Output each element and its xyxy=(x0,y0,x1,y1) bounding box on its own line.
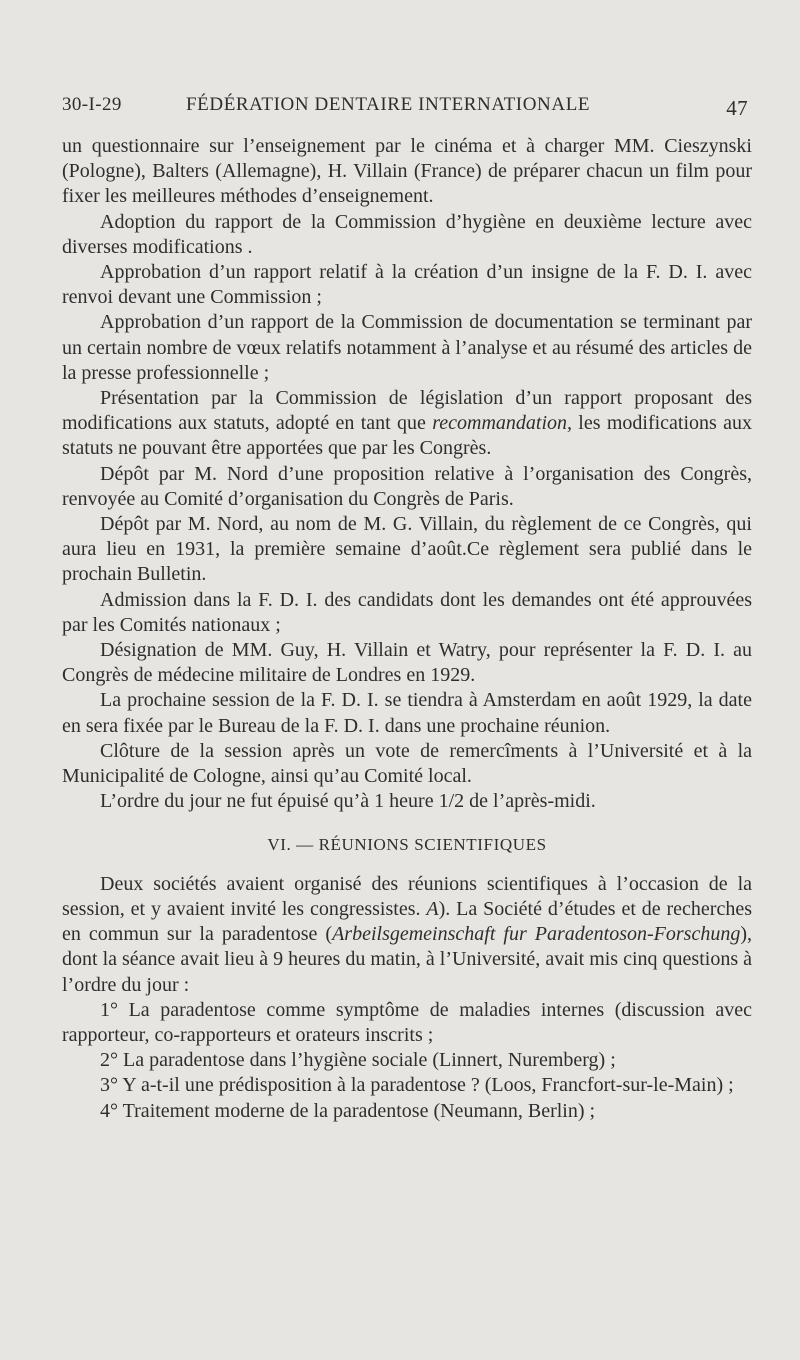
question-item: 2° La paradentose dans l’hygiène sociale (Linnert, Nuremberg) ; xyxy=(100,1049,616,1072)
italic-term: recommandation, xyxy=(432,412,572,435)
paragraph: Approbation d’un rapport relatif à la création d’un insigne de la F. D. I. avec renvoi devant une Commission ; xyxy=(62,261,752,309)
paragraph-text: ), dont la séance avait lieu à 9 heures du matin, à l’Université, avait mis cinq questions à l’ordre du jour : xyxy=(62,923,752,996)
question-item: 3° Y a-t-il une prédisposition à la paradentose ? (Loos, Francfort-sur-le-Main) ; xyxy=(100,1074,734,1097)
paragraph: L’ordre du jour ne fut épuisé qu’à 1 heure 1/2 de l’après-midi. xyxy=(100,790,596,813)
paragraph: Dépôt par M. Nord, au nom de M. G. Villain, du règlement de ce Congrès, qui aura lieu en 1931, la première semaine d’août.Ce règlement sera publié dans le prochain Bulletin. xyxy=(62,513,752,586)
paragraph-text: Présentation par la Commission de législation d’un rapport proposant des modifications aux statuts, adopté en tant que xyxy=(62,387,752,435)
label-a: A xyxy=(426,897,439,920)
paragraph: Désignation de MM. Guy, H. Villain et Watry, pour représenter la F. D. I. au Congrès de médecine militaire de Londres en 1929. xyxy=(62,639,752,687)
paragraph-text: Deux sociétés avaient organisé des réunions scientifiques à l’occasion de la session, et y avaient invité les congressistes. xyxy=(62,872,752,920)
german-society-name: Arbeilsgemeinschaft fur Paradentoson-Forschung xyxy=(332,923,741,946)
header-title: FÉDÉRATION DENTAIRE INTERNATIONALE xyxy=(186,94,591,115)
paragraph: Approbation d’un rapport de la Commission de documentation se terminant par un certain nombre de vœux relatifs notamment à l’analyse et au résumé des articles de la presse professionnelle ; xyxy=(62,311,752,384)
section-title: VI. — RÉUNIONS SCIENTIFIQUES xyxy=(267,835,547,855)
paragraph: Dépôt par M. Nord d’une proposition relative à l’organisation des Congrès, renvoyée au Comité d’organisation du Congrès de Paris. xyxy=(62,462,752,510)
paragraph: Admission dans la F. D. I. des candidats dont les demandes ont été approuvées par les Comités nationaux ; xyxy=(62,588,752,636)
paragraph xyxy=(62,872,752,998)
running-header xyxy=(62,94,748,126)
paragraph-text: les modifications aux statuts ne pouvant être apportées que par les Congrès. xyxy=(62,412,753,460)
header-date: 30-I-29 xyxy=(62,94,122,115)
body-text xyxy=(62,134,752,1124)
page-number: 47 xyxy=(726,96,748,120)
paragraph xyxy=(62,386,752,462)
paragraph: Clôture de la session après un vote de remercîments à l’Université et à la Municipalité de Cologne, ainsi qu’au Comité local. xyxy=(62,739,752,788)
paragraph: un questionnaire sur l’enseignement par le cinéma et à charger MM. Cieszynski (Pologne), Balters (Allemagne), H. Villain (France) de préparer chacun un film pour fixer les meilleures méthodes d’enseignement. xyxy=(62,135,752,208)
question-item: 4° Traitement moderne de la paradentose (Neumann, Berlin) ; xyxy=(100,1099,596,1122)
question-item: 1° La paradentose comme symptôme de maladies internes (discussion avec rapporteur, co-rapporteurs et orateurs inscrits ; xyxy=(62,998,752,1046)
paragraph-text: ). La Société d’études et de recherches en commun sur la paradentose ( xyxy=(62,897,752,946)
paragraph: Adoption du rapport de la Commission d’hygiène en deuxième lecture avec diverses modifications . xyxy=(62,210,752,258)
paragraph: La prochaine session de la F. D. I. se tiendra à Amsterdam en août 1929, la date en sera fixée par le Bureau de la F. D. I. dans une prochaine réunion. xyxy=(62,689,752,737)
